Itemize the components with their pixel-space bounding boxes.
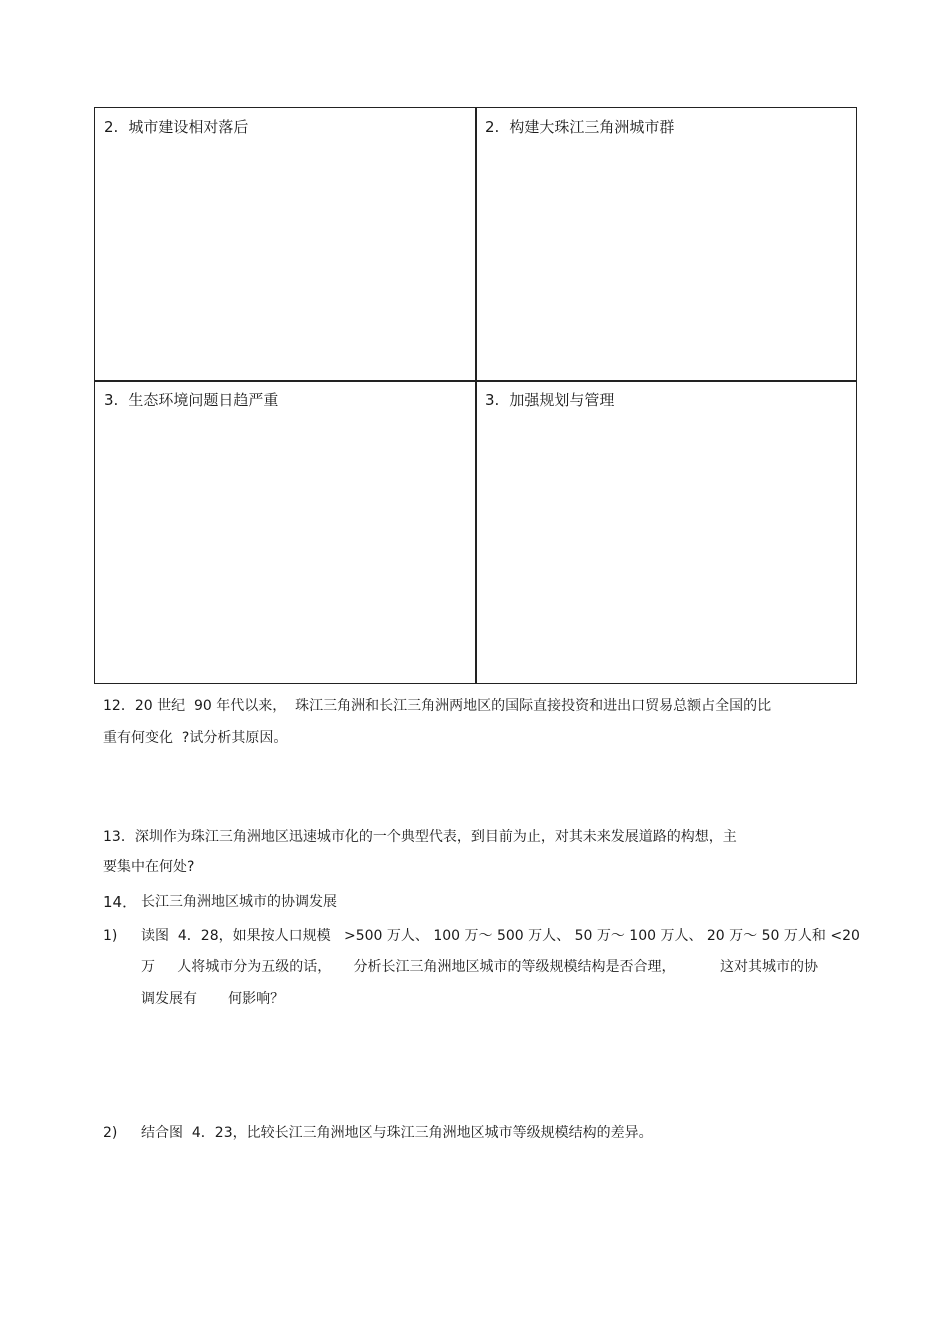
cell-text: 加强规划与管理 bbox=[509, 391, 615, 409]
cell-text: 城市建设相对落后 bbox=[128, 118, 249, 136]
question-14-sub-1-line-2: 万 人将城市分为五级的话， 分析长江三角洲地区城市的等级规模结构是否合理， 这对其城市的协 bbox=[141, 959, 819, 975]
question-14-sub-1-line-3: 调发展有 何影响？ bbox=[141, 991, 285, 1007]
cell-text: 构建大珠江三角洲城市群 bbox=[509, 118, 675, 136]
table-cell-problem-2 bbox=[95, 108, 475, 380]
question-12-line-1: 12．20 世纪 90 年代以来， 珠江三角洲和长江三角洲两地区的国际直接投资和进出口贸易总额占全国的比 bbox=[103, 698, 772, 714]
question-13-line-1: 13．深圳作为珠江三角洲地区迅速城市化的一个典型代表，到目前为止，对其未来发展道路的构想，主 bbox=[103, 829, 737, 845]
table-cell-measure-3 bbox=[476, 381, 856, 683]
question-14-sub-2-label: 2) bbox=[103, 1125, 118, 1141]
cell-number: 3. bbox=[104, 391, 119, 409]
cell-text: 生态环境问题日趋严重 bbox=[128, 391, 279, 409]
question-14-title: 长江三角洲地区城市的协调发展 bbox=[141, 894, 337, 910]
question-12-line-2: 重有何变化 ?试分析其原因。 bbox=[103, 730, 288, 746]
table-cell-problem-3 bbox=[95, 381, 475, 683]
comparison-table bbox=[94, 107, 857, 684]
question-13-line-2: 要集中在何处? bbox=[103, 859, 195, 875]
question-14-sub-1-label: 1) bbox=[103, 928, 118, 944]
question-14-sub-2-line-1: 结合图 4．23，比较长江三角洲地区与珠江三角洲地区城市等级规模结构的差异。 bbox=[141, 1125, 653, 1141]
table-cell-measure-2 bbox=[476, 108, 856, 380]
cell-number: 3. bbox=[485, 391, 500, 409]
question-14-sub-1-line-1: 读图 4．28，如果按人口规模 >500 万人、 100 万～ 500 万人、 50 万～ 100 万人、 20 万～ 50 万人和 <20 bbox=[141, 928, 860, 944]
question-14-number: 14． bbox=[103, 893, 138, 911]
cell-number: 2. bbox=[485, 118, 500, 136]
cell-number: 2. bbox=[104, 118, 119, 136]
